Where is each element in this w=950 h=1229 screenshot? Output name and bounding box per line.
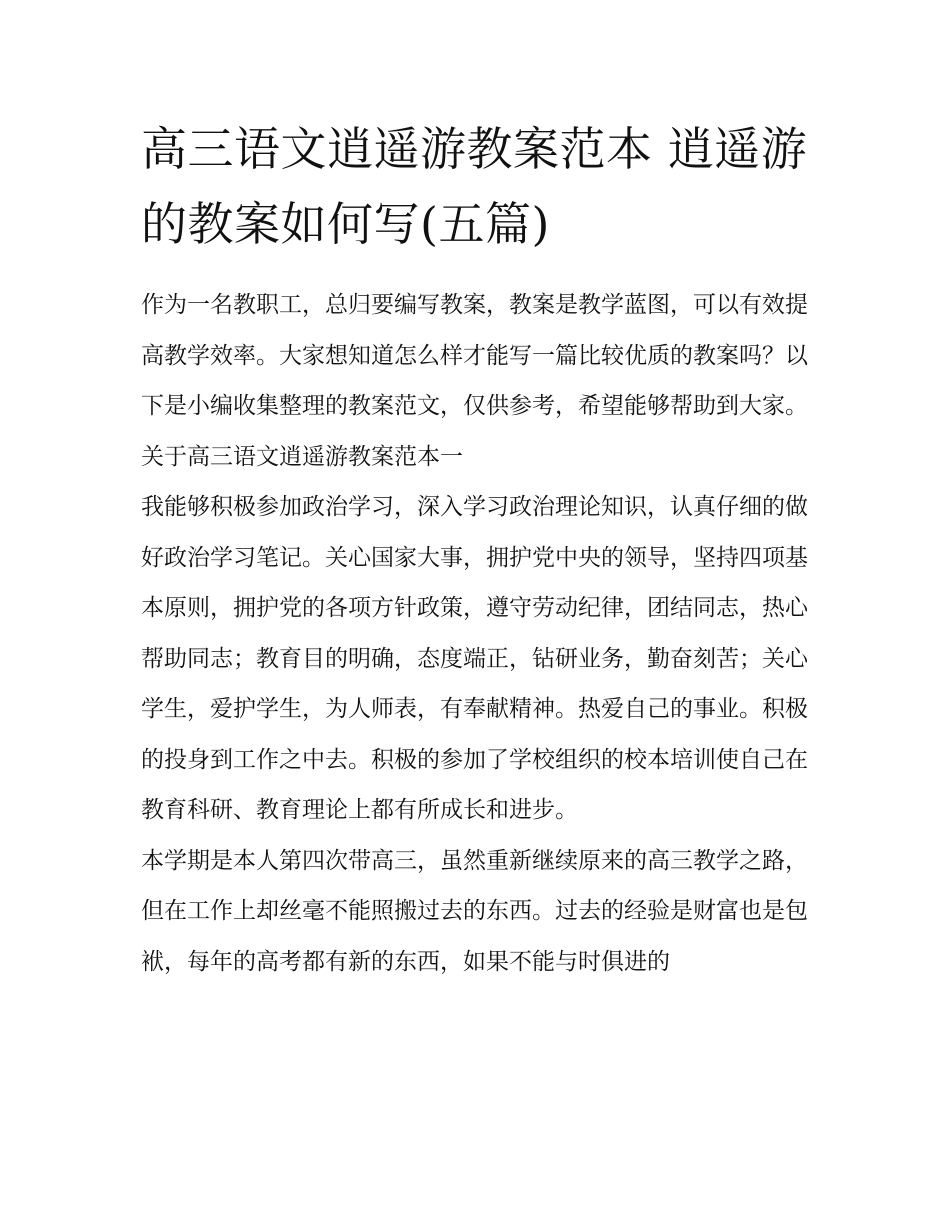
section-heading: 关于高三语文逍遥游教案范本一 [141,443,463,470]
document-content [141,112,813,987]
body-paragraph-2: 本学期是本人第四次带高三，虽然重新继续原来的高三教学之路，但在工作上却丝毫不能照搬过去的东西。过去的经验是财富也是包袱，每年的高考都有新的东西，如果不能与时俱进的 [141,847,808,975]
body-paragraph-1: 我能够积极参加政治学习，深入学习政治理论知识，认真仔细的做好政治学习笔记。关心国家大事，拥护党中央的领导，坚持四项基本原则，拥护党的各项方针政策，遵守劳动纪律，团结同志，热心帮助同志；教育目的明确，态度端正，钻研业务，勤奋刻苦；关心学生，爱护学生，为人师表，有奉献精神。热爱自己的事业。积极的投身到工作之中去。积极的参加了学校组织的校本培训使自己在教育科研、教育理论上都有所成长和进步。 [141,494,808,823]
intro-paragraph: 作为一名教职工，总归要编写教案，教案是教学蓝图，可以有效提高教学效率。大家想知道怎么样才能写一篇比较优质的教案吗？以下是小编收集整理的教案范文，仅供参考，希望能够帮助到大家。 [141,292,808,419]
document-title: 高三语文逍遥游教案范本 逍遥游的教案如何写(五篇) [141,122,808,251]
